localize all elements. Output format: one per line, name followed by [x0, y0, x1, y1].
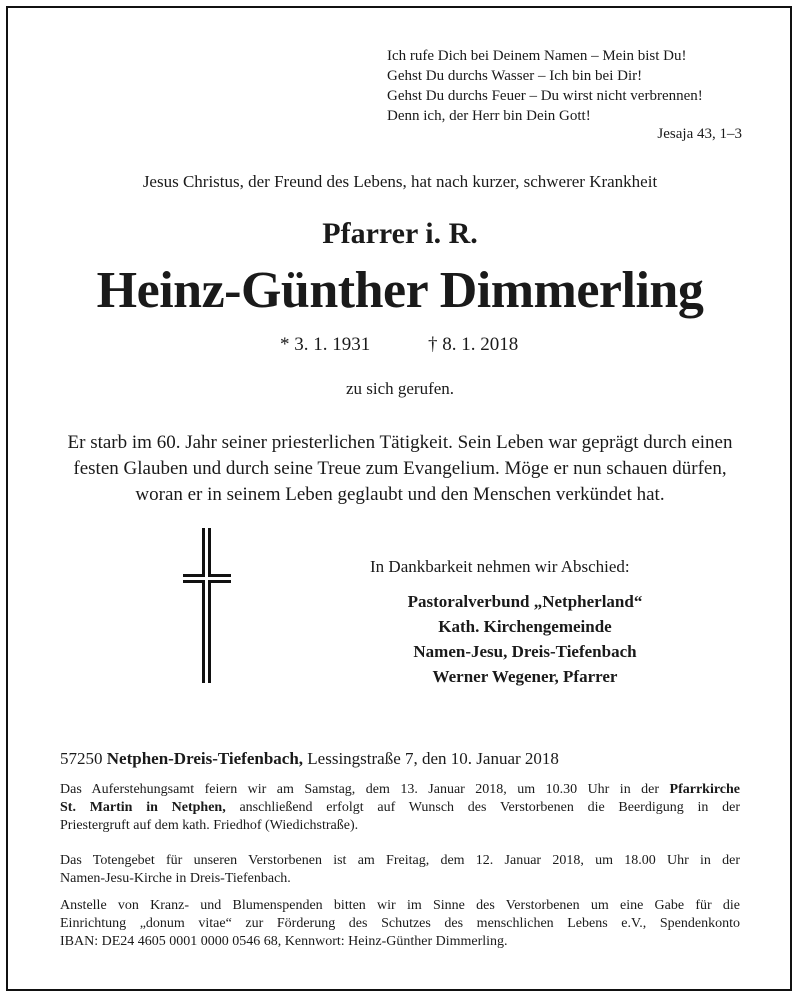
notice-line: Anstelle von Kranz- und Blumenspenden bitten wir im Sinne des Verstorbenen um eine Gabe für die: [60, 898, 740, 913]
church-location: St. Martin in Netphen,: [60, 800, 226, 815]
organization-line: Namen-Jesu, Dreis-Tiefenbach: [413, 642, 637, 661]
deceased-name: Heinz-Günther Dimmerling: [96, 262, 704, 319]
notice-line: IBAN: DE24 4605 0001 0000 0546 68, Kennwort: Heinz-Günther Dimmerling.: [60, 934, 508, 949]
title-prefix: Pfarrer i. R.: [322, 217, 478, 250]
zip-code: 57250: [60, 749, 103, 768]
notice-line: [60, 799, 740, 817]
place-date-line: [60, 749, 559, 769]
biography-line: festen Glauben und durch seine Treue zum Evangelium. Möge er nun schauen dürfen,: [73, 458, 727, 479]
verse-line: Denn ich, der Herr bin Dein Gott!: [387, 108, 591, 124]
town-name: Netphen-Dreis-Tiefenbach,: [106, 749, 304, 768]
birth-date: * 3. 1. 1931: [280, 334, 371, 355]
service-notice: [60, 781, 740, 835]
notice-line: [60, 781, 740, 799]
organization-line: Kath. Kirchengemeinde: [438, 617, 612, 636]
verse-line: Gehst Du durchs Wasser – Ich bin bei Dir!: [387, 68, 643, 84]
biography-text: [40, 430, 760, 508]
biography-line: Er starb im 60. Jahr seiner priesterlichen Tätigkeit. Sein Leben war geprägt durch einen: [67, 432, 733, 453]
notice-text: Das Auferstehungsamt feiern wir am Samstag, dem 13. Januar 2018, um 10.30 Uhr in der: [60, 782, 660, 797]
verse-line: Ich rufe Dich bei Deinem Namen – Mein bist Du!: [387, 48, 687, 64]
biography-line: woran er in seinem Leben geglaubt und den Menschen verkündet hat.: [135, 484, 665, 505]
thanks-text: In Dankbarkeit nehmen wir Abschied:: [370, 557, 630, 576]
verse-line: Gehst Du durchs Feuer – Du wirst nicht verbrennen!: [387, 88, 703, 104]
organization-line: Werner Wegener, Pfarrer: [432, 667, 618, 686]
church-name: Pfarrkirche: [669, 782, 741, 797]
called-text: zu sich gerufen.: [345, 379, 455, 398]
prayer-notice: [60, 852, 740, 888]
death-date: † 8. 1. 2018: [428, 334, 519, 355]
notice-line: Einrichtung „donum vitae“ zur Förderung des Schutzes des menschlichen Lebens e.V., Spendenkonto: [60, 916, 740, 931]
verse-reference: Jesaja 43, 1–3: [657, 126, 742, 142]
notice-line: Priestergruft auf dem kath. Friedhof (Wiedichstraße).: [60, 818, 359, 833]
organization-line: Pastoralverbund „Netpherland“: [407, 592, 643, 611]
donation-notice: [60, 897, 740, 951]
notice-line: Namen-Jesu-Kirche in Dreis-Tiefenbach.: [60, 871, 291, 886]
cross-icon: [183, 528, 231, 683]
bible-verse: [387, 46, 703, 126]
notice-line: Das Totengebet für unseren Verstorbenen ist am Freitag, dem 12. Januar 2018, um 18.00 Uhr in der: [60, 853, 740, 868]
address-date: Lessingstraße 7, den 10. Januar 2018: [307, 749, 559, 768]
intro-text: Jesus Christus, der Freund des Lebens, hat nach kurzer, schwerer Krankheit: [142, 172, 658, 191]
notice-text: anschließend erfolgt auf Wunsch des Verstorbenen die Beerdigung in der: [239, 800, 740, 815]
